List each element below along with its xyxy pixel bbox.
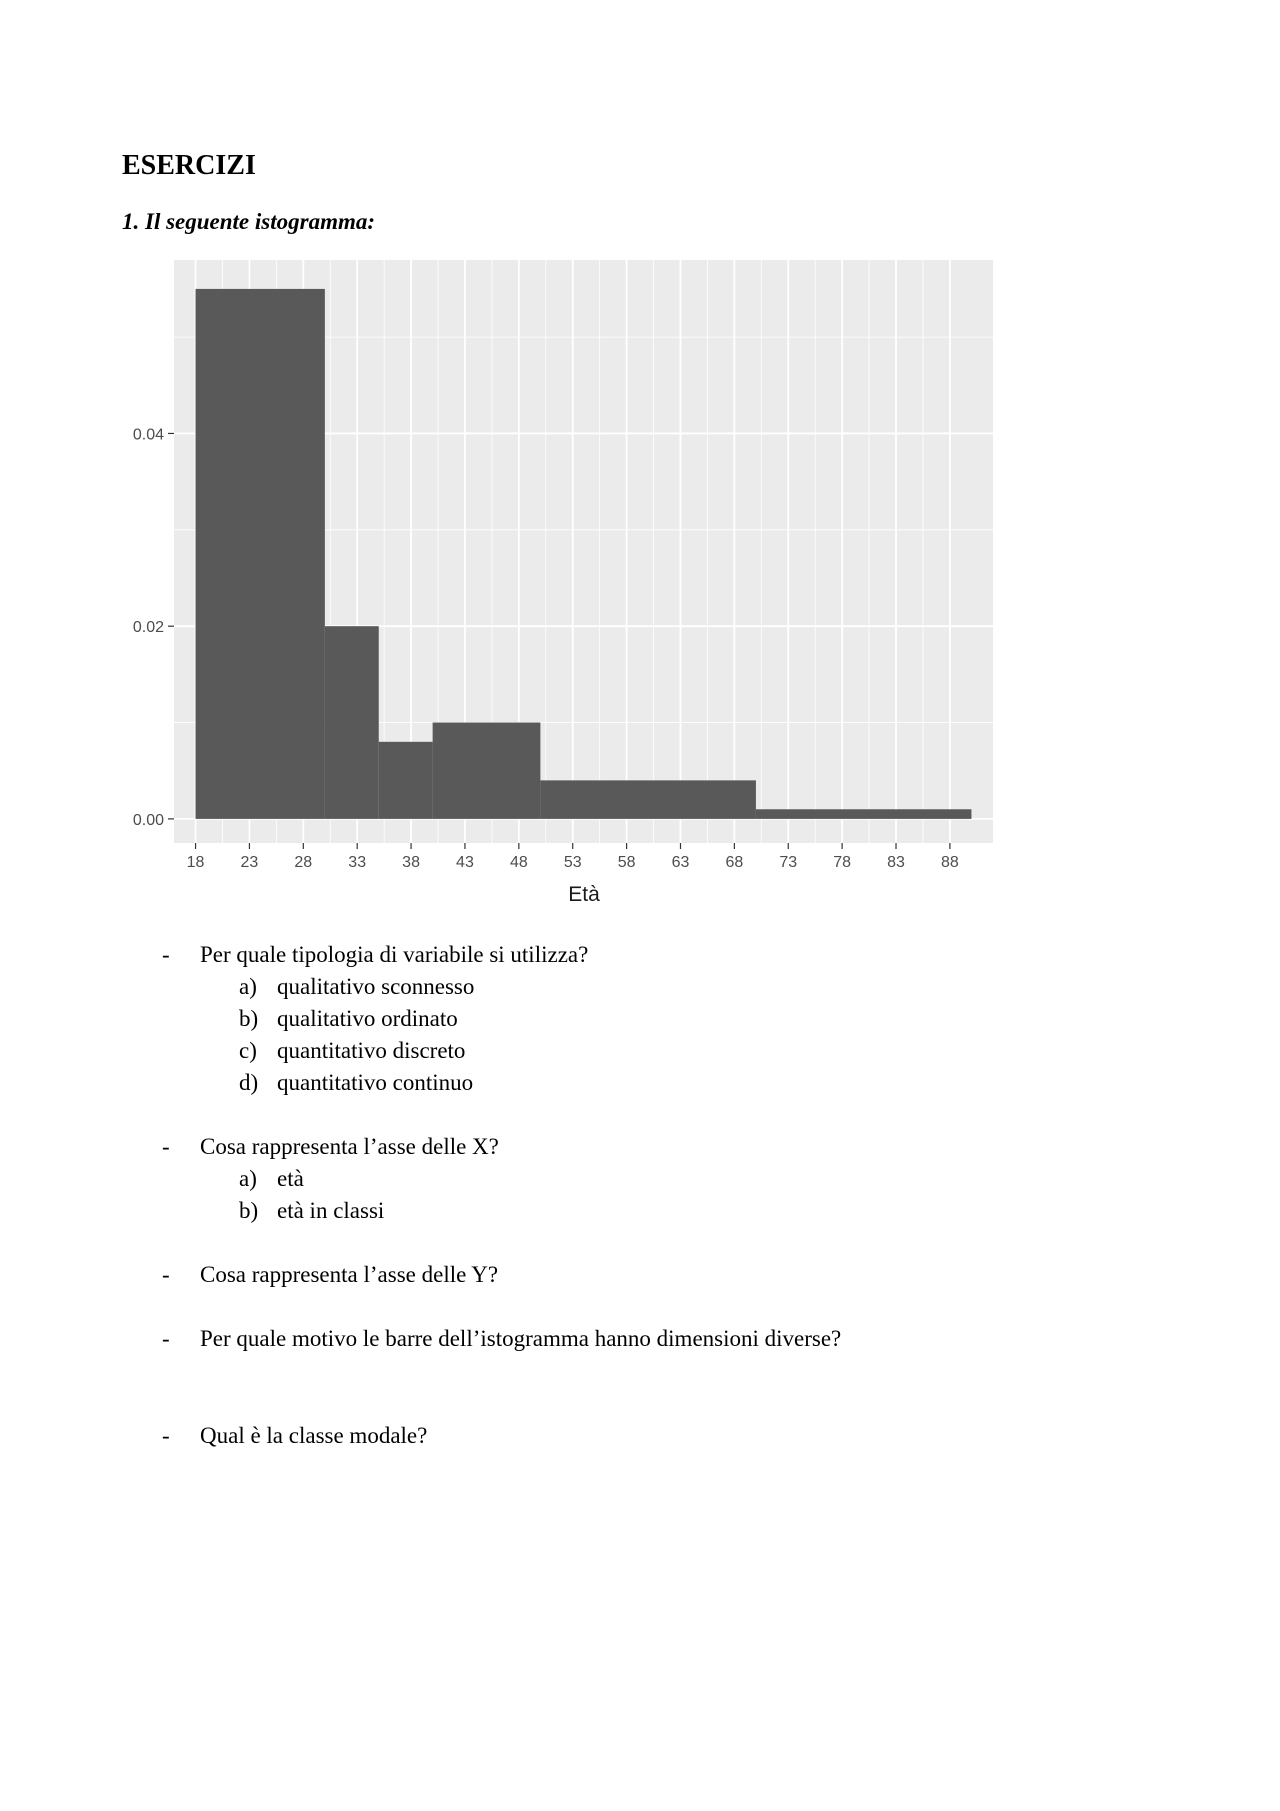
exercise-title: 1. Il seguente istogramma: [122, 209, 376, 234]
x-tick-label: 18 [186, 854, 205, 871]
option-letter: a) [239, 974, 257, 999]
histogram-bar [433, 723, 541, 819]
question-text: Cosa rappresenta l’asse delle Y? [200, 1262, 499, 1287]
option-text: quantitativo discreto [277, 1038, 466, 1063]
question-dash: - [162, 1134, 170, 1159]
question-dash: - [162, 1262, 170, 1287]
option-letter: b) [239, 1198, 259, 1223]
y-tick-label: 0.04 [132, 426, 164, 444]
option-text: quantitativo continuo [277, 1070, 474, 1095]
x-axis-title: Età [568, 883, 600, 906]
x-tick-label: 83 [887, 854, 905, 871]
x-tick-label: 58 [617, 854, 636, 871]
x-tick-label: 53 [563, 854, 582, 871]
x-tick-label: 78 [833, 854, 852, 871]
x-tick-label: 63 [671, 854, 690, 871]
x-tick-label: 23 [240, 854, 259, 871]
x-tick-label: 73 [779, 854, 798, 871]
y-tick-label: 0.00 [132, 811, 164, 829]
section-title: ESERCIZI [122, 150, 256, 181]
histogram-bar [196, 289, 325, 819]
question-text: Per quale motivo le barre dell’istogramma hanno dimensioni diverse? [200, 1326, 842, 1351]
histogram-bar [325, 626, 379, 819]
x-tick-label: 43 [456, 854, 474, 871]
x-tick-label: 68 [725, 854, 744, 871]
x-tick-label: 88 [940, 854, 959, 871]
option-text: età [277, 1166, 304, 1191]
x-tick-label: 48 [509, 854, 528, 871]
x-tick-label: 28 [294, 854, 313, 871]
histogram-bar [379, 742, 433, 819]
question-text: Per quale tipologia di variabile si utilizza? [200, 942, 589, 967]
option-text: qualitativo sconnesso [277, 974, 475, 999]
x-tick-label: 33 [348, 854, 367, 871]
option-text: età in classi [277, 1198, 385, 1223]
option-letter: c) [239, 1038, 257, 1063]
option-letter: a) [239, 1166, 257, 1191]
question-dash: - [162, 1423, 170, 1448]
question-dash: - [162, 942, 170, 967]
question-text: Cosa rappresenta l’asse delle X? [200, 1134, 499, 1159]
histogram-bar [540, 780, 756, 819]
option-letter: b) [239, 1006, 259, 1031]
option-letter: d) [239, 1070, 259, 1095]
histogram-bar [756, 809, 972, 819]
question-text: Qual è la classe modale? [200, 1423, 428, 1448]
question-dash: - [162, 1326, 170, 1351]
option-text: qualitativo ordinato [277, 1006, 458, 1031]
y-tick-label: 0.02 [132, 619, 164, 637]
x-tick-label: 38 [402, 854, 420, 871]
